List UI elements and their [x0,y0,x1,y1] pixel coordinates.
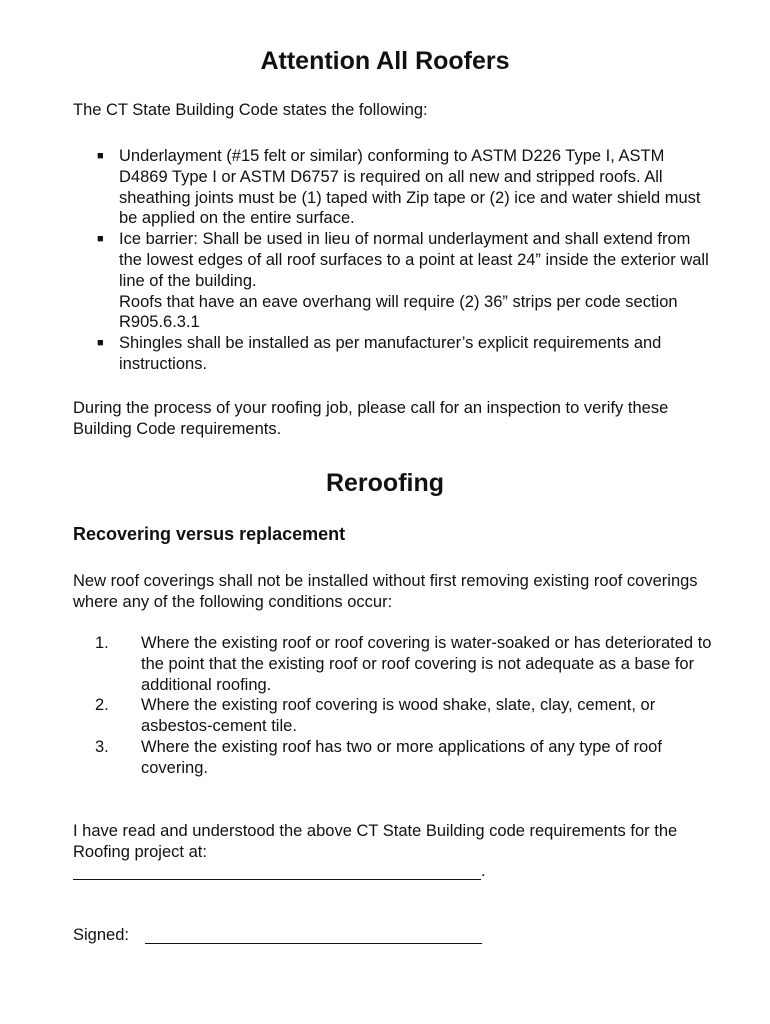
signed-label: Signed: [73,926,129,944]
requirements-list [73,146,713,375]
section-title: Reroofing [325,469,445,497]
inspection-note: During the process of your roofing job, please call for an inspection to verify these Building Code requirements. [73,399,669,438]
page-title: Attention All Roofers [260,47,510,75]
bullet-square-icon: ■ [97,150,104,162]
acknowledgement-text: I have read and understood the above CT State Building code requirements for the Roofing project at: [73,822,678,861]
list-item-text: Shingles shall be installed as per manufacturer’s explicit requirements and instructions. [119,334,662,373]
list-number: 2. [95,696,109,715]
bullet-square-icon: ■ [97,337,104,350]
list-item [73,737,713,779]
list-item [73,695,713,737]
list-item-text: Where the existing roof has two or more applications of any type of roof covering. [141,737,662,777]
conditions-intro: New roof coverings shall not be installed without first removing existing roof coverings where any of the following conditions occur: [73,572,698,611]
list-number: 1. [95,634,109,652]
signature-blank-line[interactable] [145,943,482,944]
conditions-list [73,633,713,779]
subheading: Recovering versus replacement [73,524,346,544]
bullet-square-icon: ■ [97,233,104,246]
list-item-text: Where the existing roof or roof covering is water-soaked or has deteriorated to the point that the existing roof or roof covering is not adequate as a base for additional roofing. [141,634,712,694]
list-item [73,633,713,695]
list-item-text: Where the existing roof covering is wood shake, slate, clay, cement, or asbestos-cement tile. [141,696,656,736]
intro-text: The CT State Building Code states the following: [73,101,428,119]
list-number: 3. [95,737,109,756]
list-item [73,229,713,333]
list-item-note: Roofs that have an eave overhang will require (2) 36” strips per code section R905.6.3.1 [119,292,678,332]
list-item-text: Underlayment (#15 felt or similar) conforming to ASTM D226 Type I, ASTM D4869 Type I or ASTM D6757 is required on all new and stripped roofs. All sheathing joints must be (1) taped with Zip tape or (2) ice and water shield must be applied on the entire surface. [119,147,701,228]
address-blank-line[interactable] [73,879,481,880]
list-item [73,333,713,375]
list-item-text: Ice barrier: Shall be used in lieu of normal underlayment and shall extend from the lowest edges of all roof surfaces to a point at least 24” inside the exterior wall line of the building. [119,230,709,290]
address-end-period: . [481,862,486,880]
list-item [73,146,713,229]
